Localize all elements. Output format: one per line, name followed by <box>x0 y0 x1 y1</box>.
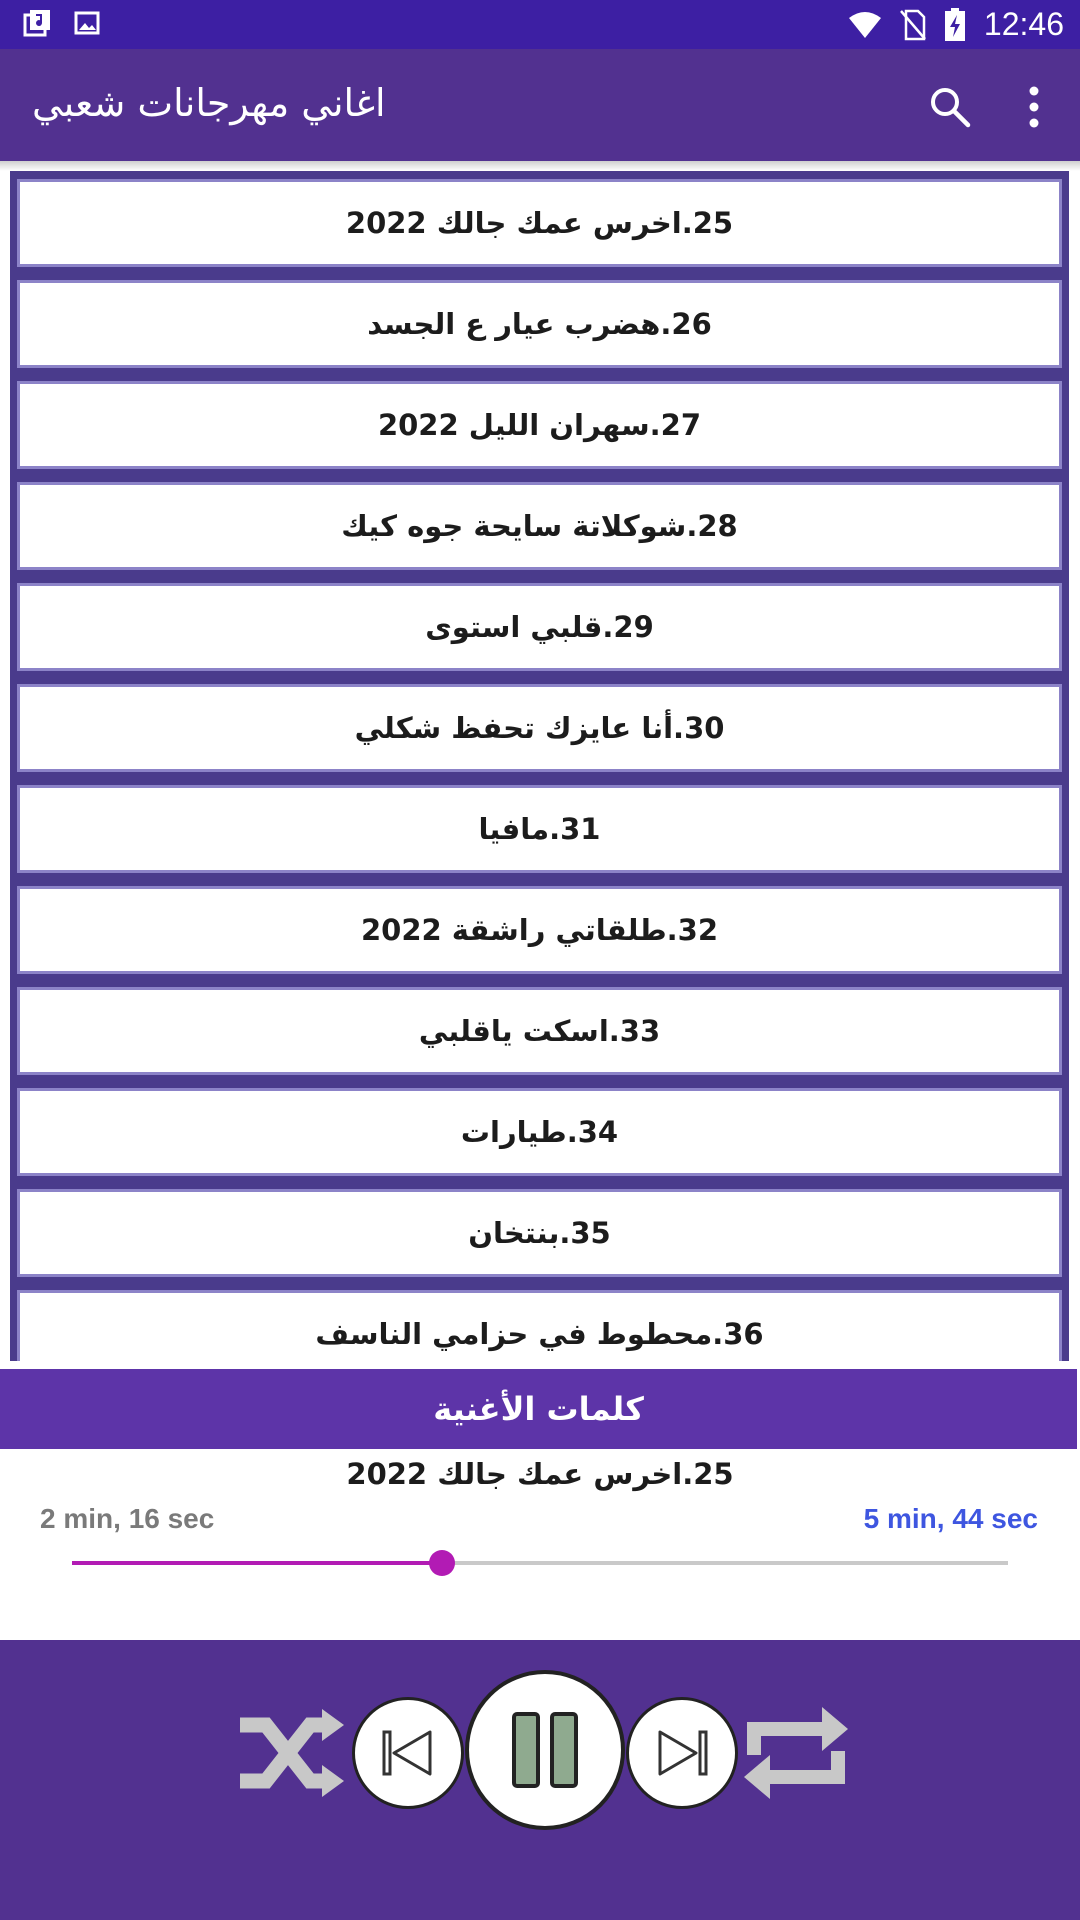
pause-icon <box>510 1710 580 1790</box>
list-item[interactable] <box>17 482 1062 570</box>
app-bar <box>0 49 1080 161</box>
song-title: 30.أنا عايزك تحفظ شكلي <box>354 711 725 745</box>
wifi-icon <box>848 10 882 40</box>
search-icon[interactable] <box>928 85 972 129</box>
seek-progress <box>72 1561 442 1565</box>
seek-bar[interactable] <box>72 1561 1008 1565</box>
song-list[interactable] <box>10 171 1069 1361</box>
no-sim-icon <box>900 9 926 41</box>
list-item[interactable] <box>17 280 1062 368</box>
list-item[interactable] <box>17 583 1062 671</box>
play-pause-button[interactable] <box>465 1670 625 1830</box>
elapsed-time: 2 min, 16 sec <box>40 1503 215 1534</box>
now-playing-text: 25.اخرس عمك جالك 2022 <box>346 1457 734 1491</box>
song-title: 28.شوكلاتة سايحة جوه كيك <box>341 509 738 543</box>
song-title: 27.سهران الليل 2022 <box>377 408 702 442</box>
song-title: 33.اسكت ياقلبي <box>418 1014 661 1048</box>
lyrics-button-label: كلمات الأغنية <box>433 1390 644 1428</box>
list-item[interactable] <box>17 886 1062 974</box>
previous-button[interactable] <box>352 1697 464 1809</box>
list-item[interactable] <box>17 987 1062 1075</box>
app-title: اغاني مهرجانات شعبي <box>32 81 386 125</box>
now-playing-title <box>0 1449 1080 1499</box>
song-title: 32.طلقاتي راشقة 2022 <box>360 913 719 947</box>
clock: 12:46 <box>983 6 1064 42</box>
music-notification-icon <box>22 8 52 38</box>
app-bar-shadow <box>0 161 1080 171</box>
repeat-icon[interactable] <box>740 1697 852 1809</box>
song-title: 35.بنتخان <box>468 1216 611 1250</box>
skip-next-icon <box>654 1728 710 1778</box>
list-item[interactable] <box>17 1189 1062 1277</box>
player-controls <box>0 1640 1080 1920</box>
song-title: 26.هضرب عيار ع الجسد <box>367 307 712 341</box>
list-item[interactable] <box>17 785 1062 873</box>
song-title: 29.قلبي استوى <box>425 610 654 644</box>
total-time: 5 min, 44 sec <box>863 1503 1038 1534</box>
seek-thumb[interactable] <box>429 1550 455 1576</box>
list-item[interactable] <box>17 179 1062 267</box>
list-item[interactable] <box>17 684 1062 772</box>
skip-previous-icon <box>380 1728 436 1778</box>
more-vert-icon[interactable] <box>1016 85 1052 129</box>
list-item[interactable] <box>17 381 1062 469</box>
image-notification-icon <box>72 8 102 38</box>
song-title: 36.محطوط في حزامي الناسف <box>315 1317 764 1351</box>
battery-charging-icon <box>944 8 966 42</box>
list-item[interactable] <box>17 1290 1062 1361</box>
list-item[interactable] <box>17 1088 1062 1176</box>
song-title: 31.مافيا <box>478 812 601 846</box>
song-title: 34.طيارات <box>460 1115 619 1149</box>
status-bar <box>0 0 1080 49</box>
song-title: 25.اخرس عمك جالك 2022 <box>345 206 734 240</box>
lyrics-button[interactable] <box>0 1369 1077 1449</box>
next-button[interactable] <box>626 1697 738 1809</box>
shuffle-icon[interactable] <box>238 1707 344 1799</box>
